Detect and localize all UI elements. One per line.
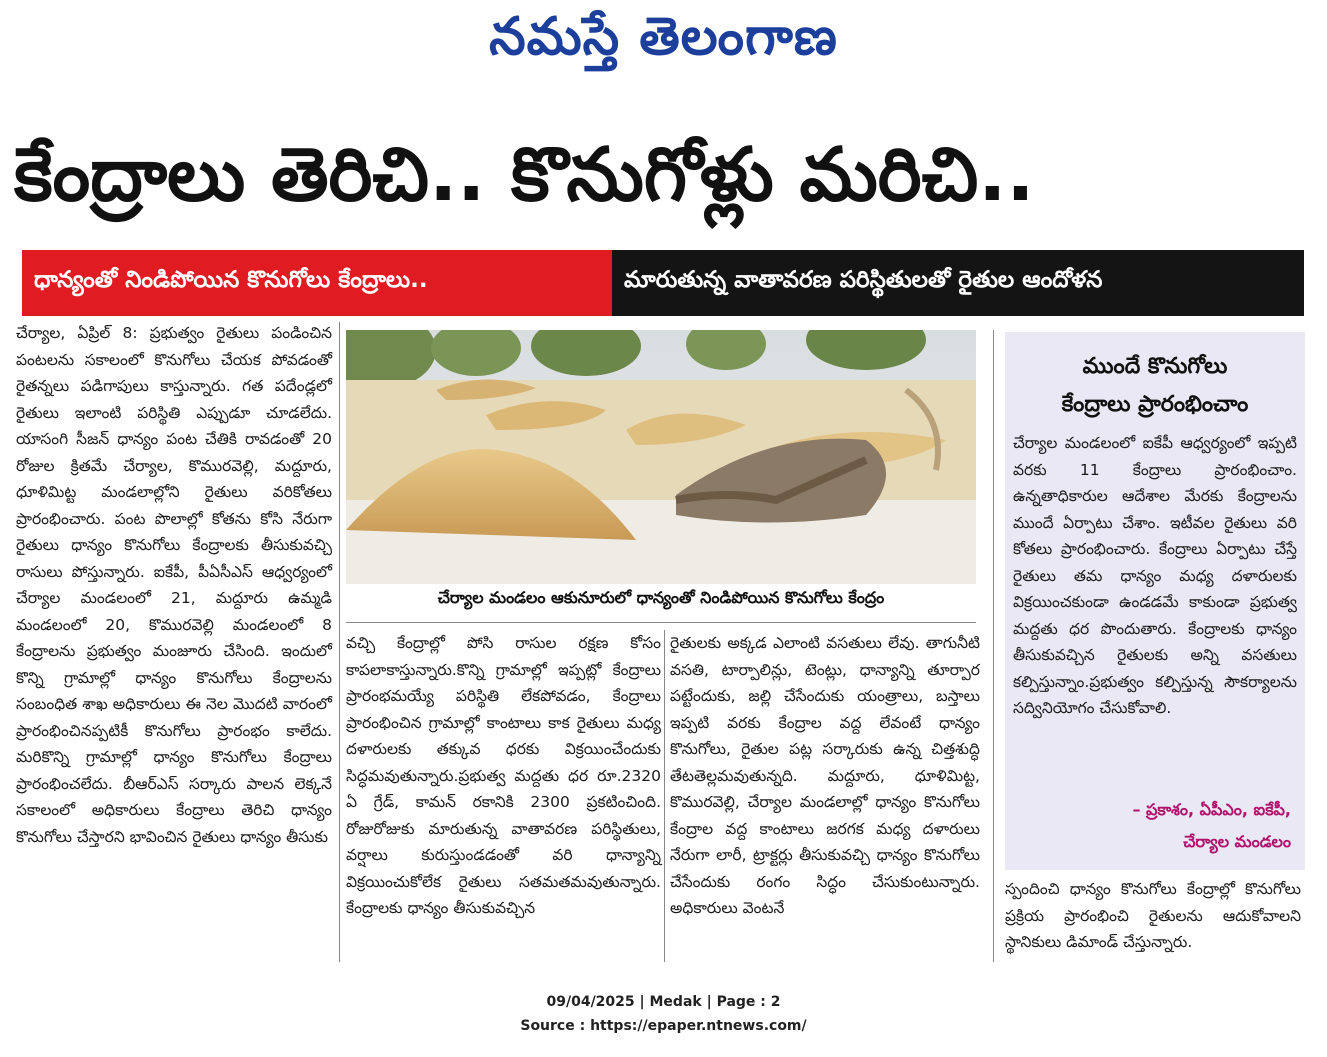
column-divider — [993, 330, 994, 962]
sidebar-title-line-2: కేంద్రాలు ప్రారంభించాం — [1061, 392, 1249, 417]
sidebar-quote-box — [1005, 332, 1305, 870]
column-2-text: వచ్చి కేంద్రాల్లో పోసి రాసుల రక్షణ కోసం కాపలాకాస్తున్నారు.కొన్ని గ్రామాల్లో ఇప్పట్లో కేంద్రాలు ప్రారంభమయ్యే పరిస్థితి లేకపోవడం, కేంద్రాలు ప్రారంభించిన గ్రామాల్లో కాంటాలు కాక రైతులు మధ్య దళారులకు తక్కువ ధరకు విక్రయించేందుకు సిద్ధమవుతున్నారు.ప్రభుత్వ మద్దతు ధర రూ.2320 ఏ గ్రేడ్, కామన్ రకానికి 2300 ప్రకటించింది. రోజురోజుకు మారుతున్న వాతావరణ పరిస్థితులు, వర్షాలు కురుస్తుండడంతో వరి ధాన్యాన్ని విక్రయించుకోలేక రైతులు సతమతమవుతున్నారు. కేంద్రాలకు ధాన్యం తీసుకువచ్చిన — [346, 634, 661, 917]
column-3-text: రైతులకు అక్కడ ఎలాంటి వసతులు లేవు. తాగునీటి వసతి, టార్పాలిన్లు, టెంట్లు, ధాన్యాన్ని తూర్పార పట్టేందుకు, జల్లి చేసేందుకు యంత్రాలు, బస్తాలు ఇప్పటి వరకు కేంద్రాల వద్ద లేవంటే ధాన్యం కొనుగోలు, రైతుల పట్ల సర్కారుకు ఉన్న చిత్తశుద్ధి తేటతెల్లమవుతున్నది. మద్దూరు, ధూళిమిట్ట, కొమురవెల్లి, చేర్యాల మండలాల్లో ధాన్యం కొనుగోలు కేంద్రాల వద్ద కాంటాలు జరగక మధ్య దళారులు నేరుగా లారీ, ట్రాక్టర్లు తీసుకువచ్చి ధాన్యం కొనుగోలు చేసేందుకు రంగం సిద్ధం చేసుకుంటున్నారు. అధికారులు వెంటనే — [670, 634, 980, 917]
column-divider — [339, 322, 340, 962]
sidebar-title — [1005, 348, 1305, 424]
column-4-text: స్పందించి ధాన్యం కొనుగోలు కేంద్రాల్లో కొనుగోలు ప్రక్రియ ప్రారంభించి రైతులను ఆదుకోవాలని స్థానికులు డిమాండ్ చేస్తున్నారు. — [1005, 880, 1301, 951]
article-column-2 — [346, 630, 661, 922]
sidebar-body: చేర్యాల మండలంలో ఐకేపీ ఆధ్వర్యంలో ఇప్పటి వరకు 11 కేంద్రాలు ప్రారంభించాం. ఉన్నతాధికారుల ఆదేశాల మేరకు కేంద్రాలను ముందే ఏర్పాటు చేశాం. ఇటీవల రైతులు వరి కోతలు ప్రారంభించారు. కేంద్రాలు ఏర్పాటు చేస్తే రైతులు తమ ధాన్యం మధ్య దళారులకు విక్రయించకుండా ఉండడమే కాకుండా ప్రభుత్వ మద్దతు ధర పొందుతారు. కేంద్రాలకు ధాన్యం తీసుకువచ్చిన రైతులకు అన్ని వసతులు కల్పిస్తున్నాం.ప్రభుత్వం కల్పిస్తున్న సౌకర్యాలను సద్వినియోగం చేసుకోవాలి. — [1013, 434, 1297, 717]
sidebar-title-line-1: ముందే కొనుగోలు — [1082, 354, 1228, 379]
article-photo — [346, 330, 976, 584]
newspaper-masthead: నమస్తే తెలంగాణ — [489, 6, 838, 67]
footer-date-line: 09/04/2025 | Medak | Page : 2 — [546, 994, 781, 1010]
column-divider — [664, 630, 665, 962]
subheadline-red-banner: ధాన్యంతో నిండిపోయిన కొనుగోలు కేంద్రాలు.. — [22, 250, 612, 316]
article-column-1 — [16, 320, 332, 850]
article-column-3 — [670, 630, 980, 922]
signature-line-2: చేర్యాల మండలం — [1183, 832, 1291, 851]
article-column-4 — [1005, 876, 1301, 956]
caption-divider — [346, 622, 976, 623]
article-headline: కేంద్రాలు తెరిచి.. కొనుగోళ్లు మరిచి.. — [14, 132, 1035, 218]
column-1-text: చేర్యాల, ఏప్రిల్ 8: ప్రభుత్వం రైతులు పండించిన పంటలను సకాలంలో కొనుగోలు చేయక పోవడంతో రైతన్నలు పడిగాపులు కాస్తున్నారు. గత పదేండ్లలో రైతులు ఇలాంటి పరిస్థితి ఎప్పుడూ చూడలేదు. యాసంగి సీజన్ ధాన్యం పంట చేతికి రావడంతో 20 రోజుల క్రితమే చేర్యాల, కొమురవెల్లి, మద్దూరు, ధూళిమిట్ట మండలాల్లోని రైతులు వరికోతలు ప్రారంభించారు. పంట పొలాల్లో కోతను కోసి నేరుగా రైతులు ధాన్యం కొనుగోలు కేంద్రాలకు తీసుకువచ్చి రాసులు పోస్తున్నారు. ఐకేపీ, పీఏసీఎస్ ఆధ్వర్యంలో చేర్యాల మండలంలో 21, మద్దూరు ఉమ్మడి మండలంలో 20, కొమురవెల్లి మండలంలో 8 కేంద్రాలను ప్రభుత్వం మంజూరు చేసింది. ఇందులో కొన్ని గ్రామాల్లో ధాన్యం కొనుగోలు కేంద్రాలను సంబంధిత శాఖ అధికారులు ఈ నెల మొదటి వారంలో ప్రారంభించినప్పటికీ కొనుగోలు ప్రారంభం కాలేదు. మరికొన్ని గ్రామాల్లో ధాన్యం కొనుగోలు కేంద్రాలు ప్రారంభించలేదు. బీఆర్ఎస్ సర్కారు పాలన లెక్కనే సకాలంలో అధికారులు కేంద్రాలు తెరిచి ధాన్యం కొనుగోలు చేస్తారని భావించిన రైతులు ధాన్యం తీసుకు — [16, 324, 332, 846]
footer-source-line: Source : https://epaper.ntnews.com/ — [520, 1018, 807, 1034]
grain-heaps-image — [346, 330, 976, 584]
subheadline-black-banner: మారుతున్న వాతావరణ పరిస్థితులతో రైతుల ఆందోళన — [612, 250, 1304, 316]
sidebar-signature — [1132, 794, 1291, 858]
signature-line-1: – ప్రకాశం, ఏపీఎం, ఐకేపీ, — [1132, 800, 1291, 819]
photo-caption: చేర్యాల మండలం ఆకునూరులో ధాన్యంతో నిండిపోయిన కొనుగోలు కేంద్రం — [437, 588, 885, 607]
